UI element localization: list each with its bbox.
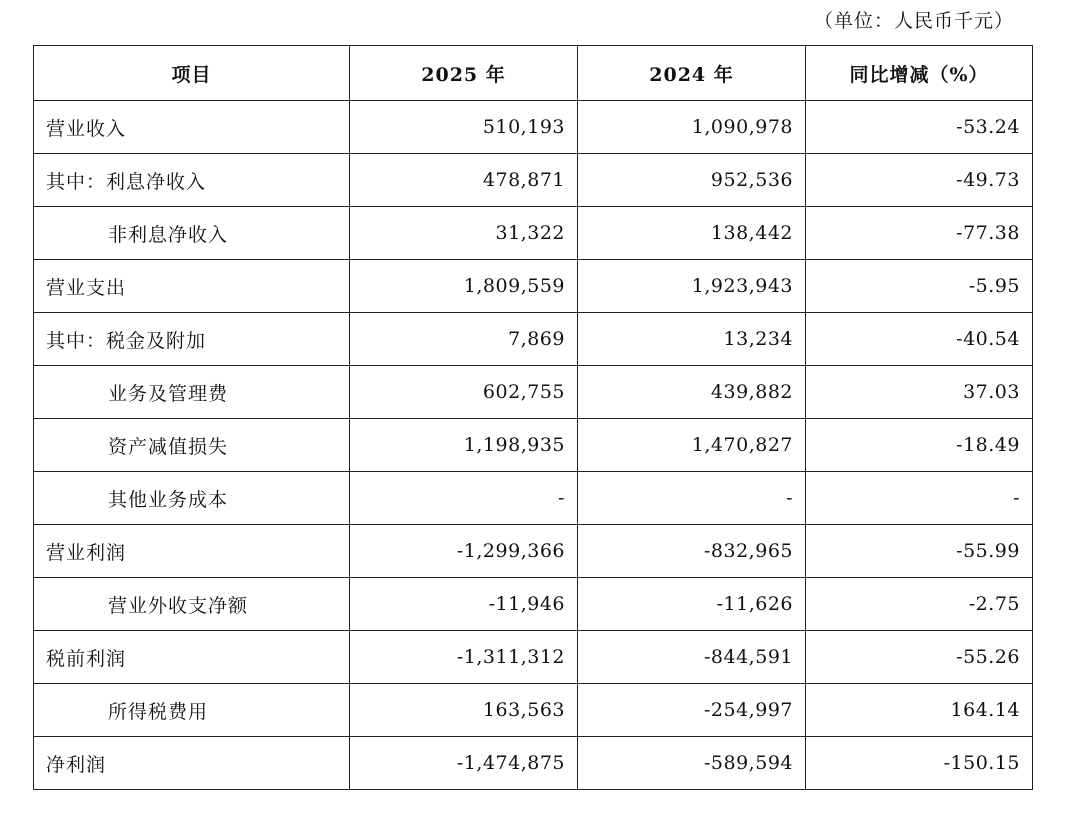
row-label: 所得税费用 <box>34 684 350 737</box>
table-row <box>34 101 1033 154</box>
table-row <box>34 207 1033 260</box>
table-row <box>34 684 1033 737</box>
table-row <box>34 525 1033 578</box>
value-yoy-change: -2.75 <box>806 578 1033 631</box>
table-row <box>34 260 1033 313</box>
table-body <box>34 101 1033 790</box>
value-2025: -11,946 <box>350 578 578 631</box>
value-yoy-change: -77.38 <box>806 207 1033 260</box>
row-label: 税前利润 <box>34 631 350 684</box>
row-label: 业务及管理费 <box>34 366 350 419</box>
value-yoy-change: -40.54 <box>806 313 1033 366</box>
value-2025: 1,809,559 <box>350 260 578 313</box>
table-header <box>34 46 1033 101</box>
row-label: 其中：税金及附加 <box>34 313 350 366</box>
table-row <box>34 737 1033 790</box>
value-2024: 1,923,943 <box>578 260 806 313</box>
value-2025: 510,193 <box>350 101 578 154</box>
value-yoy-change: 37.03 <box>806 366 1033 419</box>
value-yoy-change: -55.99 <box>806 525 1033 578</box>
row-label: 其中：利息净收入 <box>34 154 350 207</box>
value-2024: -11,626 <box>578 578 806 631</box>
value-2024: 1,090,978 <box>578 101 806 154</box>
value-2025: 31,322 <box>350 207 578 260</box>
value-2024: -844,591 <box>578 631 806 684</box>
value-2025: 478,871 <box>350 154 578 207</box>
value-2024: -589,594 <box>578 737 806 790</box>
value-2025: 163,563 <box>350 684 578 737</box>
value-2025: 7,869 <box>350 313 578 366</box>
header-yoy-change: 同比增减（%） <box>806 46 1033 101</box>
table-row <box>34 313 1033 366</box>
value-2025: 1,198,935 <box>350 419 578 472</box>
header-item: 项目 <box>34 46 350 101</box>
value-yoy-change: 164.14 <box>806 684 1033 737</box>
table-row <box>34 154 1033 207</box>
value-2025: -1,299,366 <box>350 525 578 578</box>
value-2024: 952,536 <box>578 154 806 207</box>
value-2024: 13,234 <box>578 313 806 366</box>
row-label: 营业利润 <box>34 525 350 578</box>
unit-note: （单位：人民币千元） <box>813 10 1014 32</box>
row-label: 净利润 <box>34 737 350 790</box>
row-label: 非利息净收入 <box>34 207 350 260</box>
value-yoy-change: - <box>806 472 1033 525</box>
value-yoy-change: -55.26 <box>806 631 1033 684</box>
value-yoy-change: -5.95 <box>806 260 1033 313</box>
table-row <box>34 366 1033 419</box>
value-2024: -832,965 <box>578 525 806 578</box>
row-label: 其他业务成本 <box>34 472 350 525</box>
header-2025: 2025 年 <box>350 46 578 101</box>
value-2024: 1,470,827 <box>578 419 806 472</box>
value-yoy-change: -53.24 <box>806 101 1033 154</box>
value-yoy-change: -150.15 <box>806 737 1033 790</box>
value-yoy-change: -18.49 <box>806 419 1033 472</box>
table-row <box>34 472 1033 525</box>
table-row <box>34 631 1033 684</box>
value-2025: -1,311,312 <box>350 631 578 684</box>
row-label: 资产减值损失 <box>34 419 350 472</box>
header-2024: 2024 年 <box>578 46 806 101</box>
income-statement-table <box>33 45 1033 790</box>
row-label: 营业支出 <box>34 260 350 313</box>
table-row <box>34 419 1033 472</box>
row-label: 营业收入 <box>34 101 350 154</box>
row-label: 营业外收支净额 <box>34 578 350 631</box>
value-2025: -1,474,875 <box>350 737 578 790</box>
value-2025: - <box>350 472 578 525</box>
value-2024: -254,997 <box>578 684 806 737</box>
value-2024: 138,442 <box>578 207 806 260</box>
value-2024: 439,882 <box>578 366 806 419</box>
table-row <box>34 578 1033 631</box>
header-row <box>34 46 1033 101</box>
value-yoy-change: -49.73 <box>806 154 1033 207</box>
value-2025: 602,755 <box>350 366 578 419</box>
value-2024: - <box>578 472 806 525</box>
